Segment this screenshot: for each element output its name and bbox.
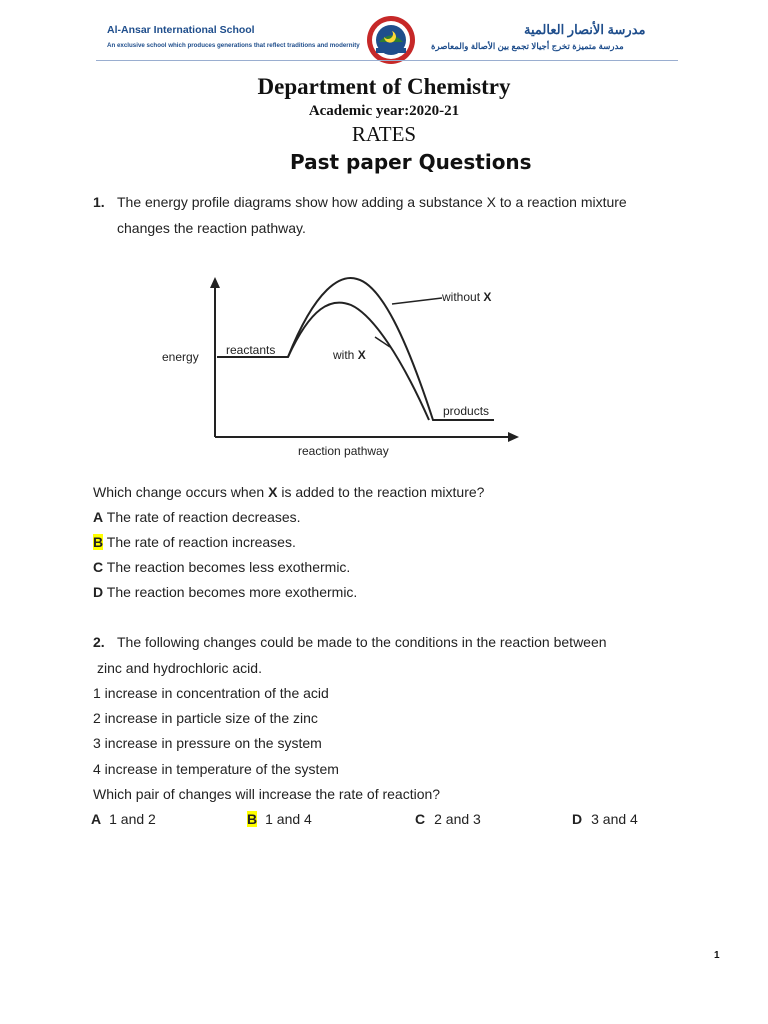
x-axis-label: reaction pathway <box>298 444 389 458</box>
highlighted-answer: B <box>247 811 258 827</box>
change-item: 2 increase in particle size of the zinc <box>93 710 318 726</box>
question-1-stem-line1: The energy profile diagrams show how adding a substance X to a reaction mixture <box>117 194 627 210</box>
school-name-arabic: مدرسة الأنصار العالمية <box>524 22 646 37</box>
question-2-number: 2. <box>93 634 105 650</box>
question-2-prompt: Which pair of changes will increase the rate of reaction? <box>93 786 441 802</box>
question-1-number: 1. <box>93 194 105 210</box>
question-2-option-d: D 3 and 4 <box>572 811 638 827</box>
question-2-stem-line2: zinc and hydrochloric acid. <box>97 660 262 676</box>
question-1-prompt: Which change occurs when X is added to the reaction mixture? <box>93 484 485 500</box>
department-title: Department of Chemistry <box>257 74 511 99</box>
change-item: 1 increase in concentration of the acid <box>93 685 329 701</box>
reactants-label: reactants <box>226 343 276 357</box>
school-name-english: Al-Ansar International School <box>107 24 255 36</box>
topic-title: RATES <box>351 122 417 146</box>
question-1-stem-line2: changes the reaction pathway. <box>117 220 306 236</box>
question-1-option-b: B The rate of reaction increases. <box>93 534 296 550</box>
question-1-option-a: A The rate of reaction decreases. <box>93 509 301 525</box>
school-tagline-english: An exclusive school which produces generations that reflect traditions and modernity <box>107 42 360 49</box>
highlighted-answer: B <box>93 534 104 550</box>
products-label: products <box>443 404 490 418</box>
question-1-option-c: C The reaction becomes less exothermic. <box>93 559 351 575</box>
page-number: 1 <box>714 950 720 961</box>
energy-profile-diagram <box>161 267 519 461</box>
change-item: 4 increase in temperature of the system <box>93 761 339 777</box>
question-2-option-a: A 1 and 2 <box>91 811 156 827</box>
question-2-option-c: C 2 and 3 <box>415 811 481 827</box>
academic-year: Academic year:2020-21 <box>308 103 460 119</box>
without-x-label: without X <box>442 290 492 304</box>
change-item: 3 increase in pressure on the system <box>93 735 322 751</box>
question-1-option-d: D The reaction becomes more exothermic. <box>93 584 358 600</box>
y-axis-label: energy <box>162 350 199 364</box>
question-2-stem-line1: The following changes could be made to the conditions in the reaction between <box>117 634 607 650</box>
header-divider <box>96 60 678 61</box>
school-tagline-arabic: مدرسة متميزة تخرج أجيالا تجمع بين الأصالة والمعاصرة <box>431 41 624 51</box>
with-x-label: with X <box>333 348 366 362</box>
question-2-option-b: B 1 and 4 <box>247 811 312 827</box>
school-logo <box>366 15 416 65</box>
page-subtitle: Past paper Questions <box>290 150 532 174</box>
